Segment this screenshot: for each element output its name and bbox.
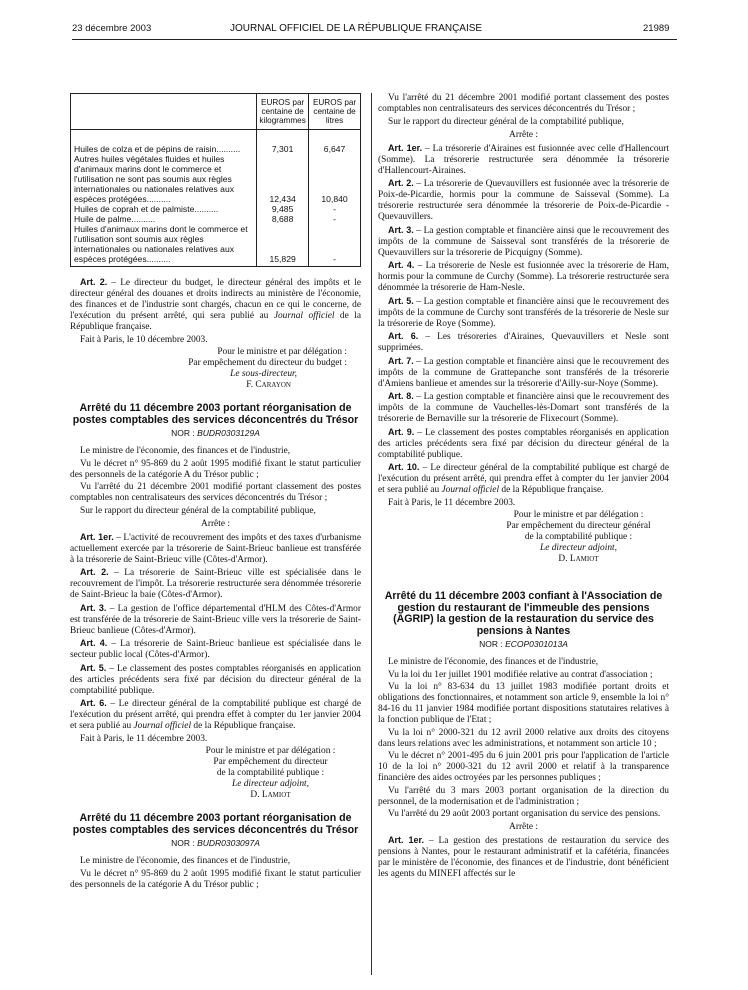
article-text: – Le classement des postes comptables réorganisés en application des articles précédents sera fixé par décision du directeur général de la comptabilité publique. [378, 427, 669, 460]
decree-title: Arrêté du 11 décembre 2003 portant réorganisation de postes comptables des services déconcentrés du Trésor [72, 812, 359, 836]
decree-paragraph: Vu la loi du 1er juillet 1901 modifiée relative au contrat d'association ; [388, 669, 653, 680]
article-label: Art. 9. [388, 426, 415, 437]
article-text: – La trésorerie de Saint-Brieuc ville est spécialisée dans le recouvrement de l'impôt. La trésorerie restructurée sera dénommée trésorerie de Saint-Brieuc la baie (Côtes-d'Armor). [70, 568, 361, 600]
table-value: - [333, 214, 336, 224]
table-row-label: Huiles de colza et de pépins de raisin.......... [74, 144, 241, 154]
article-paragraph [378, 462, 669, 496]
article-text: – La trésorerie d'Airaines est fusionnée avec celle d'Hallencourt (Somme). La trésorerie restructurée sera dénommée la trésorerie d'Hallencourt-Airaines. [378, 143, 669, 176]
table-value: 7,301 [271, 144, 294, 154]
article-paragraph [378, 143, 669, 177]
table-label-cell [71, 130, 257, 267]
article-text: – Le classement des postes comptables réorganisés en application des articles précédents sera fixé par décision du directeur général de la comptabilité publique. [70, 663, 361, 696]
decree-paragraph: Vu la loi n° 83-634 du 13 juillet 1983 modifiée portant droits et obligations des fonctionnaires, et notamment son article 9, ensemble la loi n° 84-16 du 11 janvier 1984 modifiée portant dispositions statutaires relatives à la fonction publique de l'Etat ; [378, 682, 669, 725]
article-label: Art. 2. [388, 178, 414, 188]
signature-line: Par empêchement du directeur du budget : [188, 358, 347, 368]
article-label: Art. 8. [388, 391, 414, 401]
article-paragraph [378, 391, 669, 425]
signature-block [378, 510, 669, 565]
article-text: – Le directeur du budget, le directeur général des impôts et le directeur général des douanes et droits indirects au ministère de l'économie, des finances et de l'industrie sont chargés, chacun en ce qui le concerne, de l'exécution du présent arrêté, qui sera publié au [70, 278, 361, 321]
article-label: Art. 3. [80, 602, 107, 613]
nor-code: BUDR0303097A [197, 838, 260, 848]
decree-paragraph: Le ministre de l'économie, des finances et de l'industrie, [80, 856, 291, 866]
article-label: Art. 1er. [388, 835, 425, 845]
article-label: Art. 1er. [388, 142, 423, 153]
nor-label: NOR : [171, 428, 198, 438]
decree-paragraph: Vu le décret n° 95-869 du 2 août 1995 modifié fixant le statut particulier des personnels de la catégorie A du Trésor public ; [70, 868, 361, 890]
decree-paragraph: Vu l'arrêté du 29 août 2003 portant organisation du service des pensions. [388, 809, 661, 819]
article-text: – Le directeur général de la comptabilité publique est chargé de l'exécution du présent arrêté, qui prendra effet à compter du 1er janvier 2004 et sera publié au [378, 463, 669, 495]
nor-reference [378, 639, 669, 650]
decree-paragraph: Vu l'arrêté du 21 décembre 2001 modifié portant classement des postes comptables non centralisateurs des services déconcentrés du Trésor ; [378, 93, 669, 114]
article-label: Art. 5. [388, 295, 414, 306]
decree-title: Arrêté du 11 décembre 2003 confiant à l'Association de gestion du restaurant de l'immeuble des pensions (AGRIP) la gestion de la restauration du service des pensions à Nantes [384, 590, 663, 637]
table-row-label: Huiles d'animaux marins dont le commerce et l'utilisation sont soumis aux règles internationales ou nationales relatives aux espèces protégées.......... [74, 224, 248, 264]
fait-a-paris: Fait à Paris, le 11 décembre 2003. [388, 497, 516, 508]
article-text: – La gestion des prestations de restauration du service des pensions à Nantes, pour le restaurant administratif et la cafétéria, financées par le ministère de l'économie, des finances et de l'industrie, dont bénéficient les agents du MINEFI affectés sur le [378, 836, 669, 879]
decree-paragraph: Vu le décret n° 2001-495 du 6 juin 2001 pris pour l'application de l'article 10 de la loi n° 2000-321 du 12 avril 2000 et relatif à la transparence financière des aides octroyées par les personnes publiques ; [378, 751, 669, 783]
article-label: Art. 10. [388, 462, 420, 472]
journal-officiel-ref: Journal officiel [273, 311, 335, 321]
article-paragraph [378, 260, 669, 294]
article-paragraph [378, 835, 669, 880]
decree-title: Arrêté du 11 décembre 2003 portant réorganisation de postes comptables des services déconcentrés du Trésor [72, 402, 359, 426]
article-paragraph [70, 638, 361, 661]
right-column [378, 93, 669, 882]
signature-line: Par empêchement du directeur [213, 757, 328, 767]
article-text: de la République française. [191, 721, 296, 731]
signatory-name: F. Carayon [246, 380, 291, 390]
table-kg-cell [257, 130, 309, 267]
signature-line: Pour le ministre et par délégation : [217, 347, 347, 357]
decree-paragraph: Vu l'arrêté du 21 décembre 2001 modifié portant classement des postes comptables non centralisateurs des services déconcentrés du Trésor ; [70, 482, 361, 503]
signature-block [70, 746, 361, 801]
table-header-row [71, 94, 361, 130]
article-text: – Le directeur général de la comptabilité publique est chargé de l'exécution du présent arrêté, qui prendra effet à compter du 1er janvier 2004 et sera publié au [70, 699, 361, 731]
nor-reference [70, 838, 361, 849]
article-text: – La gestion comptable et financière ainsi que le recouvrement des impôts de la commune de Grattepanche sont transférés de la trésorerie d'Amiens banlieue et amendes sur la trésorerie d'Ailly-sur-Noye (Somme). [378, 356, 669, 389]
article-label: Art. 3. [388, 224, 414, 235]
article-label: Art. 7. [388, 355, 414, 366]
table-row-label: Autres huiles végétales fluides et huiles d'animaux marins dont le commerce et l'utilisation ne sont pas soumis aux règles internationales ou nationales relatives aux espèces protégées.......... [74, 154, 235, 204]
article-text: – La gestion comptable et financière ainsi que le recouvrement des impôts de la commune de Saisseval sont transférés de la trésorerie de Quevauvillers sur la trésorerie de Picquigny (Somme). [378, 225, 669, 258]
signatory-name: D. Lamiot [558, 554, 599, 564]
article-label: Art. 6. [80, 698, 107, 708]
table-row-label: Huile de palme.......... [74, 214, 156, 224]
table-value: - [333, 204, 336, 214]
article-label: Art. 2. [80, 567, 109, 577]
header-rule [72, 39, 677, 40]
article-label: Art. 6. [388, 331, 419, 341]
arrete-heading: Arrête : [509, 129, 538, 140]
signature-title: Le sous-directeur, [230, 369, 297, 379]
article-paragraph [70, 663, 361, 697]
signature-line: Par empêchement du directeur général [506, 521, 651, 531]
article-label: Art. 4. [388, 260, 415, 270]
decree-paragraph: Le ministre de l'économie, des finances et de l'industrie, [80, 446, 291, 456]
article-label: Art. 4. [80, 638, 108, 648]
signature-line: de la comptabilité publique : [524, 532, 633, 542]
table-header-cell: EUROS par centaine de litres [309, 94, 361, 130]
article-paragraph [70, 603, 361, 637]
table-value: 10,840 [321, 194, 348, 204]
signature-line: Pour le ministre et par délégation : [513, 510, 644, 520]
decree-paragraph: Le ministre de l'économie, des finances et de l'industrie, [388, 657, 599, 667]
decree-paragraph: Vu la loi n° 2000-321 du 12 avril 2000 relative aux droits des citoyens dans leurs relations avec les administrations, et notamment son article 10 ; [378, 727, 669, 749]
table-l-cell [309, 130, 361, 267]
signature-title: Le directeur adjoint, [232, 779, 309, 789]
header-page-number: 21989 [643, 23, 670, 34]
table-value: 9,485 [271, 204, 294, 214]
decree-paragraph: Vu l'arrêté du 3 mars 2003 portant organisation de la direction du personnel, de la modernisation et de l'administration ; [378, 785, 669, 807]
table-body [71, 130, 361, 267]
page-header [0, 23, 748, 37]
decree-paragraph: Sur le rapport du directeur général de la comptabilité publique, [80, 505, 316, 516]
article-paragraph [70, 567, 361, 601]
article-text: – La gestion comptable et financière ainsi que le recouvrement des impôts de la commune de Vauchelles-lès-Domart sont transférés de la trésorerie de Bernaville sur la trésorerie de Flixecourt (Somme). [378, 392, 669, 424]
article-label: Art. 1er. [80, 531, 114, 542]
article-paragraph [378, 427, 669, 461]
article-paragraph [70, 277, 361, 333]
table-value: - [333, 254, 336, 264]
article-paragraph [378, 356, 669, 390]
article-text: – La gestion de l'office départemental d'HLM des Côtes-d'Armor est transférée de la trésorerie de Saint-Brieuc ville vers la trésorerie de Saint-Brieuc banlieue (Côtes-d'Armor). [70, 603, 361, 636]
article-text: – La trésorerie de Quevauvillers est fusionnée avec la trésorerie de Poix-de-Picardie, hormis pour la commune de Saisseval (Somme). La trésorerie restructurée sera dénommée la trésorerie de Poix-de-Picardie - Quevauvillers. [378, 179, 669, 222]
article-text: – La trésorerie de Saint-Brieuc banlieue est spécialisée dans le secteur public local (Côtes-d'Armor). [70, 639, 361, 660]
table-value: 6,647 [323, 144, 346, 154]
signatory-name: D. Lamiot [250, 790, 291, 800]
signature-block [70, 347, 361, 391]
table-value: 15,829 [269, 254, 296, 264]
article-label: Art. 5. [80, 662, 107, 673]
decree-paragraph: Sur le rapport du directeur général de la comptabilité publique, [388, 116, 624, 127]
journal-officiel-ref: Journal officiel [441, 485, 500, 495]
article-paragraph [378, 178, 669, 223]
tariff-table [70, 93, 361, 267]
article-paragraph [378, 225, 669, 259]
table-value: 12,434 [269, 194, 296, 204]
article-text: – La trésorerie de Nesle est fusionnée avec la trésorerie de Ham, hormis pour la commune de Curchy (Somme). La trésorerie restructurée sera dénommée la trésorerie de Ham-Nesle. [378, 261, 669, 293]
decree-paragraph: Vu le décret n° 95-869 du 2 août 1995 modifié fixant le statut particulier des personnels de la catégorie A du Trésor public ; [70, 458, 361, 480]
arrete-heading: Arrête : [201, 518, 230, 529]
nor-label: NOR : [479, 639, 506, 649]
header-title: JOURNAL OFFICIEL DE LA RÉPUBLIQUE FRANÇAISE [230, 23, 483, 34]
article-paragraph [70, 532, 361, 566]
table-row-label: Huiles de coprah et de palmiste.......... [74, 204, 219, 214]
nor-code: BUDR0303129A [197, 428, 260, 438]
journal-officiel-ref: Journal officiel [133, 721, 192, 731]
nor-code: ECOP0301013A [505, 639, 568, 649]
nor-label: NOR : [171, 838, 198, 848]
article-paragraph [70, 698, 361, 732]
article-label: Art. 2. [80, 277, 108, 287]
signature-line: de la comptabilité publique : [216, 768, 325, 778]
fait-a-paris: Fait à Paris, le 10 décembre 2003. [80, 334, 208, 345]
header-date: 23 décembre 2003 [72, 23, 152, 34]
article-text: de la République française. [499, 485, 604, 495]
article-text: – La gestion comptable et financière ainsi que le recouvrement des impôts de la commune de Curchy sont transférés de la trésorerie de Nesle sur la trésorerie de Roye (Somme). [378, 296, 669, 329]
article-text: – Les trésoreries d'Airaines, Quevauvillers et Nesle sont supprimées. [378, 332, 669, 353]
article-paragraph [378, 331, 669, 354]
column-divider [371, 93, 372, 975]
signature-line: Pour le ministre et par délégation : [205, 746, 336, 756]
table-header-cell: EUROS par centaine de kilogrammes [257, 94, 309, 130]
left-column [70, 93, 361, 892]
article-paragraph [378, 296, 669, 330]
nor-reference [70, 428, 361, 439]
table-value: 8,688 [271, 214, 294, 224]
fait-a-paris: Fait à Paris, le 11 décembre 2003. [80, 733, 208, 744]
article-text: – L'activité de recouvrement des impôts et des taxes d'urbanisme actuellement exercée par la trésorerie de Saint-Brieuc banlieue est transférée à la trésorerie de Saint-Brieuc ville (Côtes-d'Armor). [70, 532, 361, 565]
table-header-cell [71, 94, 257, 130]
article-text: de la République française. [70, 311, 361, 332]
arrete-heading: Arrête : [509, 822, 538, 832]
signature-title: Le directeur adjoint, [540, 543, 617, 553]
